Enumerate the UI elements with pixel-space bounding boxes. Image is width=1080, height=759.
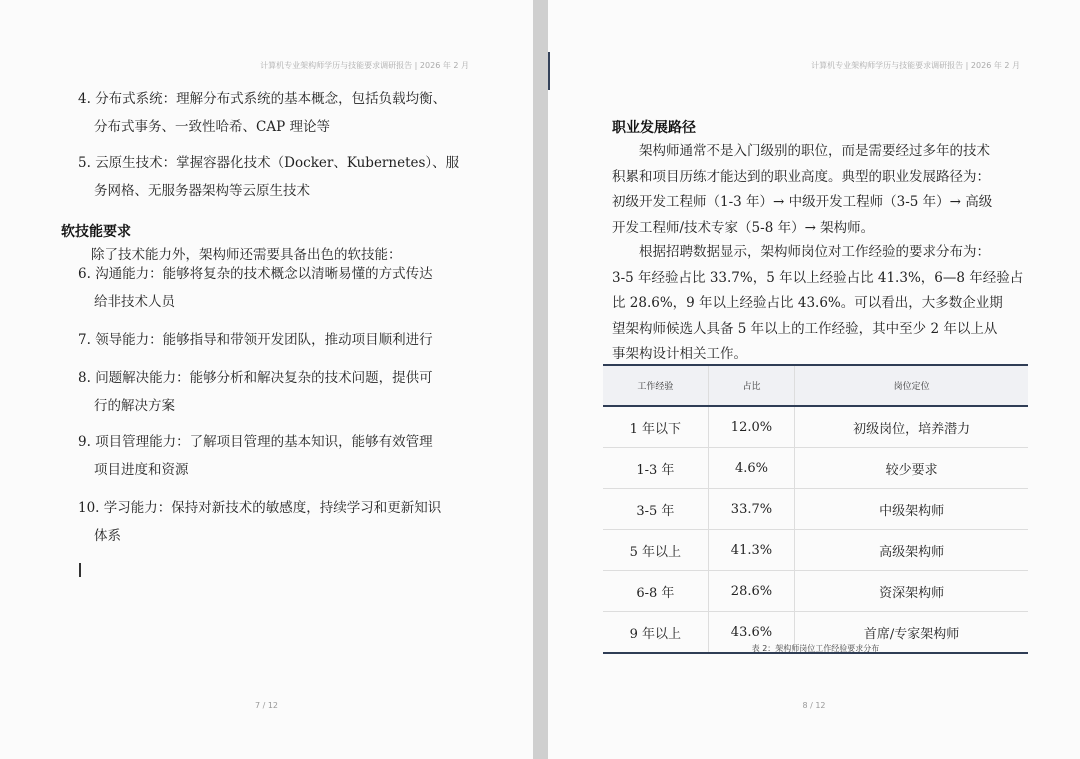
list-item: [78, 494, 478, 550]
table-cell: 1-3 年: [603, 448, 708, 489]
table-row: [603, 448, 1028, 489]
table-cell: 3-5 年: [603, 489, 708, 530]
list-item: [78, 260, 478, 316]
table-cell: 9 年以上: [603, 612, 708, 654]
item-text-line2: 务网格、无服务器架构等云原生技术: [94, 183, 310, 199]
paragraph-line: 比 28.6%，9 年以上经验占比 43.6%。可以看出，大多数企业期: [612, 295, 1003, 311]
item-text-line1: 学习能力：保持对新技术的敏感度，持续学习和更新知识: [103, 500, 442, 516]
column-header: 工作经验: [603, 365, 708, 406]
page-gutter: [533, 0, 548, 759]
table-cell: 33.7%: [708, 489, 794, 530]
paragraph: [612, 139, 1032, 241]
section-heading: 软技能要求: [61, 224, 131, 240]
table-cell: 4.6%: [708, 448, 794, 489]
item-number: 7.: [78, 332, 91, 348]
paragraph-line: 架构师通常不是入门级别的职位，而是需要经过多年的技术: [612, 143, 990, 159]
item-text-line2: 分布式事务、一致性哈希、CAP 理论等: [94, 119, 330, 135]
paragraph-line: 事架构设计相关工作。: [612, 346, 747, 362]
table-cell: 较少要求: [795, 448, 1028, 489]
paragraph: [612, 240, 1032, 368]
table-cell: 43.6%: [708, 612, 794, 654]
paragraph-line: 根据招聘数据显示，架构师岗位对工作经验的要求分布为：: [612, 244, 990, 260]
column-header: 岗位定位: [795, 365, 1028, 406]
item-number: 10.: [78, 500, 100, 516]
table-row: [603, 571, 1028, 612]
item-text-line1: 领导能力：能够指导和带领开发团队，推动项目顺利进行: [95, 332, 433, 348]
table-cell: 资深架构师: [795, 571, 1028, 612]
column-header: 占比: [708, 365, 794, 406]
list-item: [78, 149, 478, 205]
item-text-line1: 沟通能力：能够将复杂的技术概念以清晰易懂的方式传达: [95, 266, 433, 282]
page-number: 7 / 12: [254, 701, 279, 710]
item-text-line1: 云原生技术：掌握容器化技术（Docker、Kubernetes）、服: [95, 155, 460, 171]
table-row: [603, 406, 1028, 448]
list-item: [78, 326, 478, 354]
section-intro: 除了技术能力外，架构师还需要具备出色的软技能：: [91, 247, 402, 263]
item-text-line1: 项目管理能力：了解项目管理的基本知识，能够有效管理: [95, 434, 433, 450]
table-cell: 高级架构师: [795, 530, 1028, 571]
table-cell: 1 年以下: [603, 406, 708, 448]
paragraph-line: 开发工程师/技术专家（5-8 年）→ 架构师。: [612, 219, 875, 236]
table-caption: 表 2：架构师岗位工作经验要求分布: [751, 644, 880, 653]
list-item: [78, 364, 478, 420]
table-cell: 28.6%: [708, 571, 794, 612]
item-text-line2: 项目进度和资源: [94, 462, 189, 478]
item-number: 5.: [78, 155, 91, 171]
list-item: [78, 85, 478, 141]
item-text-line2: 行的解决方案: [94, 398, 175, 414]
table-cell: 6-8 年: [603, 571, 708, 612]
table-cell: 首席/专家架构师: [795, 612, 1028, 654]
item-number: 9.: [78, 434, 91, 450]
item-text-line1: 问题解决能力：能够分析和解决复杂的技术问题，提供可: [95, 370, 433, 386]
item-number: 6.: [78, 266, 91, 282]
table-cell: 初级岗位，培养潜力: [795, 406, 1028, 448]
table-cell: 5 年以上: [603, 530, 708, 571]
paragraph-line: 初级开发工程师（1-3 年）→ 中级开发工程师（3-5 年）→ 高级: [612, 194, 993, 210]
table-cell: 41.3%: [708, 530, 794, 571]
table-header-row: [603, 365, 1028, 406]
page-header: 计算机专业架构师学历与技能要求调研报告 | 2026 年 2 月: [260, 61, 469, 70]
table-cell: 12.0%: [708, 406, 794, 448]
section-heading: 职业发展路径: [612, 120, 696, 136]
item-number: 8.: [78, 370, 91, 386]
paragraph-line: 积累和项目历练才能达到的职业高度。典型的职业发展路径为：: [612, 168, 990, 185]
experience-table: [603, 364, 1028, 654]
item-number: 4.: [78, 91, 91, 107]
paragraph-line: 3-5 年经验占比 33.7%，5 年以上经验占比 41.3%，6—8 年经验占: [612, 269, 1024, 286]
item-text-line2: 给非技术人员: [94, 294, 175, 310]
text-cursor[interactable]: [79, 563, 81, 577]
table-cell: 中级架构师: [795, 489, 1028, 530]
table-row: [603, 489, 1028, 530]
page-header: 计算机专业架构师学历与技能要求调研报告 | 2026 年 2 月: [811, 61, 1020, 70]
table-row: [603, 530, 1028, 571]
page-number: 8 / 12: [802, 701, 826, 710]
paragraph-line: 望架构师候选人具备 5 年以上的工作经验，其中至少 2 年以上从: [612, 320, 998, 337]
item-text-line1: 分布式系统：理解分布式系统的基本概念，包括负载均衡、: [95, 91, 447, 107]
page-marker: [548, 52, 550, 90]
list-item: [78, 428, 478, 484]
item-text-line2: 体系: [94, 528, 121, 544]
